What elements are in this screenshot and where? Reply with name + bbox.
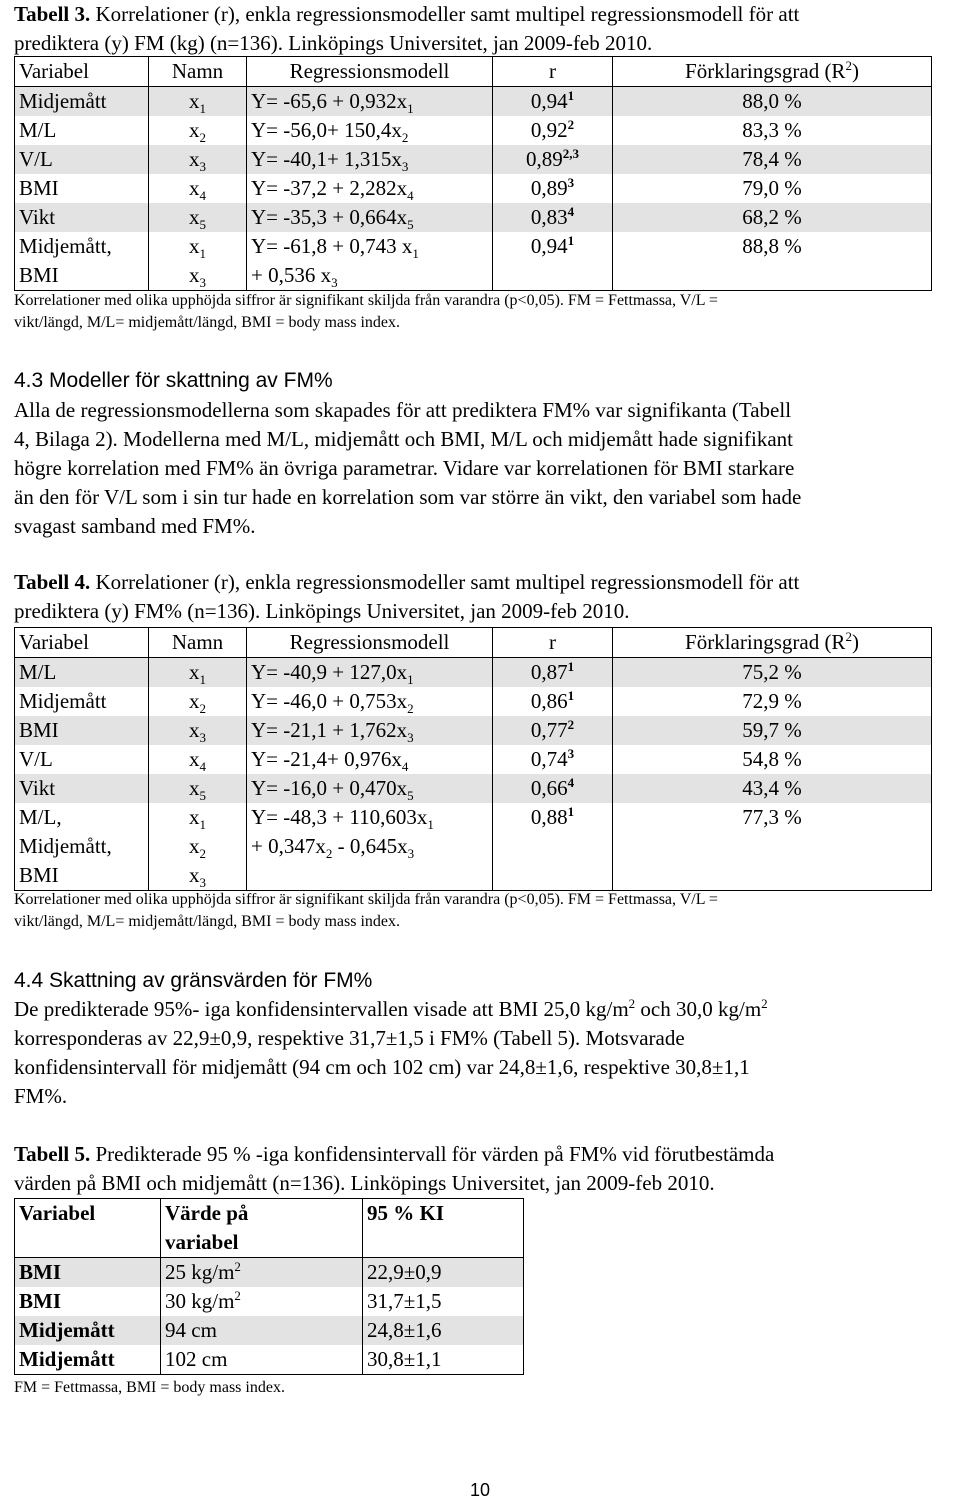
row-ki: 31,7±1,5 — [363, 1287, 524, 1316]
tabell4-caption: Tabell 4. Korrelationer (r), enkla regressionsmodeller samt multipel regressionsmodell för att prediktera (y) FM% (n=136). Linköpings Universitet, jan 2009-feb 2010. — [14, 570, 800, 623]
table-row — [15, 145, 932, 174]
tabell5-caption: Tabell 5. Predikterade 95 % -iga konfidensintervall för värden på FM% vid förutbestämda värden på BMI och midjemått (n=136). Linköpings Universitet, jan 2009-feb 2010. — [14, 1142, 775, 1195]
table-row — [15, 87, 932, 117]
row-variable: Vikt — [15, 203, 149, 232]
row-r: 0,92$^2$ — [493, 116, 613, 145]
row-namn: $x_2$ — [149, 687, 247, 716]
row-ki: 22,9±0,9 — [363, 1258, 524, 1288]
row-value: 102 cm — [161, 1345, 363, 1375]
tabell5-note: FM = Fettmassa, BMI = body mass index. — [14, 1379, 285, 1396]
table-row — [15, 116, 932, 145]
table-row — [15, 174, 932, 203]
row-model: Y= -61,8 + 0,743 $x_1$ + 0,536 $x_3$ — [247, 232, 493, 291]
row-r: 0,94$^1$ — [493, 232, 613, 291]
tabell4-table — [14, 627, 932, 891]
row-model: $Y= -16,0 + 0,470x_5$ — [247, 774, 493, 803]
row-ki: 24,8±1,6 — [363, 1316, 524, 1345]
row-r2: 78,4 % — [613, 145, 932, 174]
header-ki: 95 % KI — [363, 1199, 524, 1258]
table-row — [15, 1345, 524, 1375]
header-r2: Förklaringsgrad $(R^2)$ — [613, 628, 932, 658]
row-model: $Y= -46,0 + 0,753x_2$ — [247, 687, 493, 716]
table-header-row — [15, 1199, 524, 1258]
row-variable: M/L — [15, 116, 149, 145]
row-value: 25 $kg/m^2$ — [161, 1258, 363, 1288]
table-row — [15, 1258, 524, 1288]
row-r2: 75,2 % — [613, 658, 932, 688]
table-row — [15, 203, 932, 232]
tabell3-label: Tabell 3. — [14, 2, 91, 26]
row-value: 94 cm — [161, 1316, 363, 1345]
table-header-row — [15, 628, 932, 658]
row-variable: V/L — [15, 745, 149, 774]
tabell4-note: Korrelationer med olika upphöjda siffror är signifikant skiljda från varandra (p<0,05). FM = Fettmassa, V/L = vikt/längd, M/L= midjemått/längd, BMI = body mass index. — [14, 891, 718, 930]
row-r2: 77,3 % — [613, 803, 932, 891]
row-variable: M/L — [15, 658, 149, 688]
row-namn: $x_1$ $x_3$ — [149, 232, 247, 291]
row-variable: Midjemått — [15, 1345, 161, 1375]
row-r: 0,89$^3$ — [493, 174, 613, 203]
table-row-multi — [15, 803, 932, 891]
row-namn: $x_4$ — [149, 745, 247, 774]
tabell3-caption — [14, 0, 946, 58]
header-modell: Regressionsmodell — [247, 57, 493, 87]
row-r2: 68,2 % — [613, 203, 932, 232]
table-row — [15, 745, 932, 774]
header-namn: Namn — [149, 57, 247, 87]
tabell5-label: Tabell 5. — [14, 1142, 91, 1166]
row-variable: V/L — [15, 145, 149, 174]
section-4-3-heading: 4.3 Modeller för skattning av FM% — [14, 369, 333, 392]
section-4-3-body: Alla de regressionsmodellerna som skapades för att prediktera FM% var signifikanta (Tabell 4, Bilaga 2). Modellerna med M/L, midjemått och BMI, M/L och midjemått hade signifikant högre korrelation med FM% än övriga parametrar. Vidare var korrelationen för BMI starkare än den för V/L som i sin tur hade en korrelation som var större än vikt, den variabel som hade svagast samband med FM%. — [14, 398, 802, 538]
row-variable: Midjemått — [15, 687, 149, 716]
table-row — [15, 1316, 524, 1345]
row-r: 0,86$^1$ — [493, 687, 613, 716]
row-r2: 88,0 % — [613, 87, 932, 117]
row-namn: $x_1$ $x_2$ $x_3$ — [149, 803, 247, 891]
row-namn: $x_1$ — [149, 87, 247, 117]
row-r: 0,88$^1$ — [493, 803, 613, 891]
row-ki: 30,8±1,1 — [363, 1345, 524, 1375]
table-row — [15, 716, 932, 745]
row-model: $Y= -21,4+ 0,976x_4$ — [247, 745, 493, 774]
row-r2: 59,7 % — [613, 716, 932, 745]
row-namn: $x_4$ — [149, 174, 247, 203]
row-variable: Midjemått — [15, 87, 149, 117]
row-model: $Y= -40,1+ 1,315x_3$ — [247, 145, 493, 174]
row-r2: 79,0 % — [613, 174, 932, 203]
row-namn: $x_2$ — [149, 116, 247, 145]
tabell3-caption-line2: prediktera (y) FM (kg) (n=136). Linköpings Universitet, jan 2009-feb 2010. — [14, 31, 653, 55]
row-variable: BMI — [15, 1287, 161, 1316]
row-r: 0,66$^4$ — [493, 774, 613, 803]
row-r: 0,94$^1$ — [493, 87, 613, 117]
row-variable: M/L, Midjemått, BMI — [15, 803, 149, 891]
header-variabel: Variabel — [15, 1199, 161, 1258]
row-variable: Midjemått, BMI — [15, 232, 149, 291]
table-header-row — [15, 57, 932, 87]
row-variable: BMI — [15, 716, 149, 745]
header-varde: Värde på variabel — [161, 1199, 363, 1258]
row-variable: BMI — [15, 1258, 161, 1288]
tabell5-table — [14, 1198, 524, 1375]
header-namn: Namn — [149, 628, 247, 658]
row-namn: $x_5$ — [149, 774, 247, 803]
header-r: r — [493, 57, 613, 87]
tabell3-caption-line1: Korrelationer (r), enkla regressionsmodeller samt multipel regressionsmodell för att — [95, 2, 800, 26]
table-row — [15, 658, 932, 688]
tabell4-label: Tabell 4. — [14, 570, 91, 594]
header-variabel: Variabel — [15, 57, 149, 87]
row-model: $Y= -40,9 + 127,0x_1$ — [247, 658, 493, 688]
row-r: 0,87$^1$ — [493, 658, 613, 688]
row-r2: 83,3 % — [613, 116, 932, 145]
header-r: r — [493, 628, 613, 658]
row-namn: $x_5$ — [149, 203, 247, 232]
tabell3-note: Korrelationer med olika upphöjda siffror är signifikant skiljda från varandra (p<0,05). FM = Fettmassa, V/L = vikt/längd, M/L= midjemått/längd, BMI = body mass index. — [14, 292, 718, 331]
row-variable: Midjemått — [15, 1316, 161, 1345]
header-modell: Regressionsmodell — [247, 628, 493, 658]
header-variabel: Variabel — [15, 628, 149, 658]
row-r2: 88,8 % — [613, 232, 932, 291]
row-model: $Y= -48,3 + 110,603x_1$ + $0,347x_2 - 0,645x_3$ — [247, 803, 493, 891]
row-r2: 54,8 % — [613, 745, 932, 774]
table-row — [15, 687, 932, 716]
row-model: $Y= -37,2 + 2,282x_4$ — [247, 174, 493, 203]
row-model: $Y= -56,0+ 150,4x_2$ — [247, 116, 493, 145]
tabell3-table — [14, 56, 932, 291]
row-model: $Y= -21,1 + 1,762x_3$ — [247, 716, 493, 745]
row-namn: $x_3$ — [149, 145, 247, 174]
row-variable: Vikt — [15, 774, 149, 803]
row-model: $Y= -35,3 + 0,664x_5$ — [247, 203, 493, 232]
header-r2: Förklaringsgrad $(R^2)$ — [613, 57, 932, 87]
table-row-multi — [15, 232, 932, 291]
row-r2: 43,4 % — [613, 774, 932, 803]
page-number: 10 — [469, 1480, 491, 1500]
row-r: 0,77$^2$ — [493, 716, 613, 745]
row-variable: BMI — [15, 174, 149, 203]
section-4-4-body: De predikterade 95%- iga konfidensintervallen visade att BMI 25,0 $kg/m^2$ och 30,0 $kg/m^2$ korresponderas av 22,9±0,9, respektive 31,7±1,5 i FM% (Tabell 5). Motsvarade konfidensintervall för midjemått (94 cm och 102 cm) var 24,8±1,6, respektive 30,8±1,1 FM%. — [14, 996, 768, 1108]
row-value: 30 $kg/m^2$ — [161, 1287, 363, 1316]
row-r2: 72,9 % — [613, 687, 932, 716]
section-4-4-heading: 4.4 Skattning av gränsvärden för FM% — [14, 969, 373, 992]
row-r: 0,74$^3$ — [493, 745, 613, 774]
table-row — [15, 774, 932, 803]
row-model: $Y= -65,6 + 0,932x_1$ — [247, 87, 493, 117]
row-r: 0,89$^{2,3}$ — [493, 145, 613, 174]
table-row — [15, 1287, 524, 1316]
row-r: 0,83$^4$ — [493, 203, 613, 232]
row-namn: $x_3$ — [149, 716, 247, 745]
row-namn: $x_1$ — [149, 658, 247, 688]
